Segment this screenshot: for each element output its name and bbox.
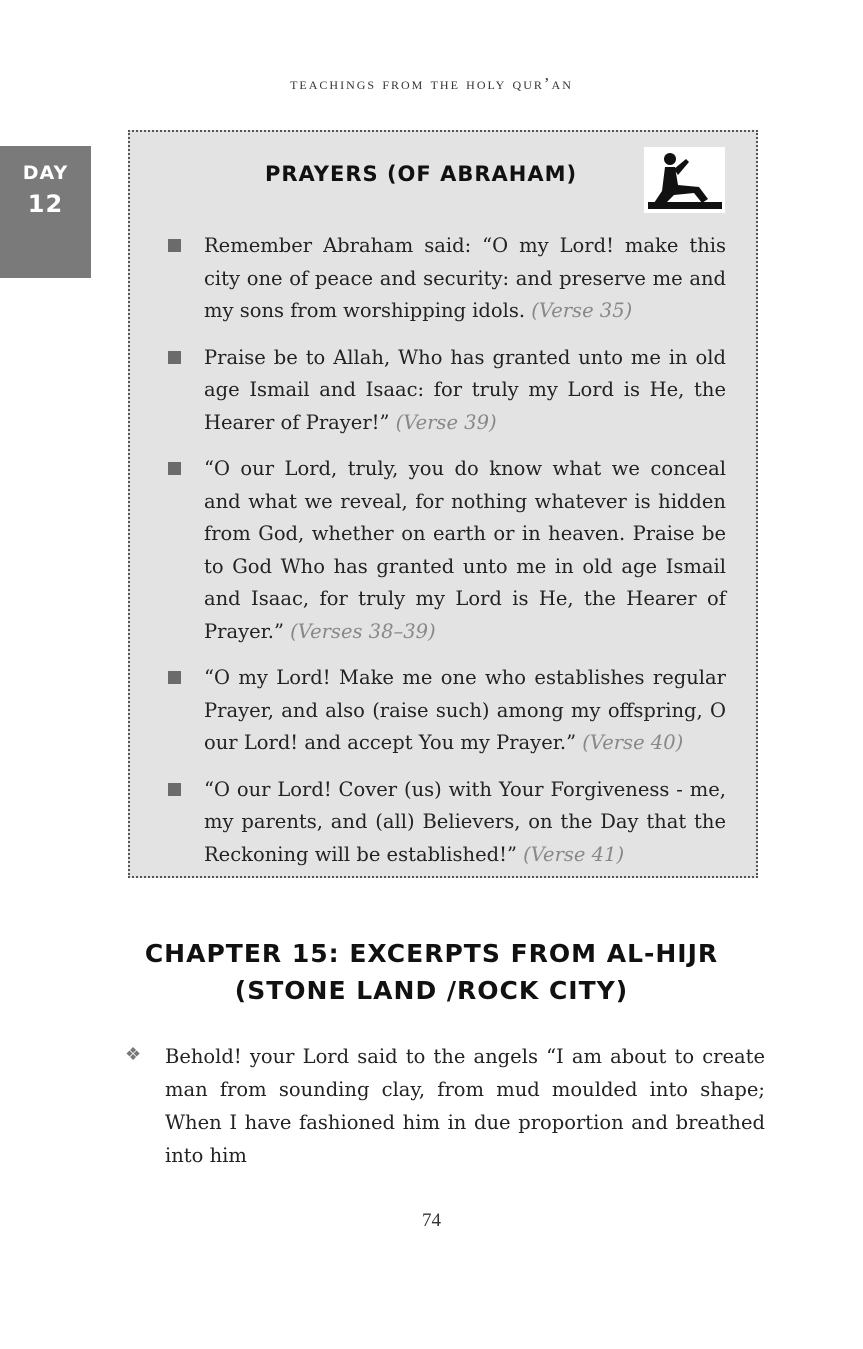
prayer-text: “O our Lord, truly, you do know what we conceal and what we reveal, for nothing whatever is hidden from God, whether on earth or in heaven. Praise be to God Who has granted unto me in old age Ismail and Isaac, for truly my Lord is He, the Hearer of Prayer.”: [204, 457, 726, 643]
page-number: 74: [422, 1210, 441, 1231]
prayer-box: [128, 130, 758, 878]
chapter-heading: [0, 935, 863, 1009]
list-item: [168, 774, 726, 872]
day-label: DAY: [22, 162, 69, 184]
list-item: [168, 230, 726, 328]
prayer-box-title: PRAYERS (OF ABRAHAM): [265, 162, 578, 186]
diamond-bullet-icon: ❖: [125, 1044, 142, 1065]
verse-reference: (Verse 40): [582, 731, 684, 754]
verse-reference: (Verse 41): [523, 842, 625, 866]
day-number: 12: [27, 190, 64, 218]
list-item: [168, 453, 726, 648]
day-tab: [0, 146, 91, 278]
list-item: [168, 342, 726, 440]
running-head: teachings from the holy qur’an: [290, 74, 573, 93]
prayer-text: “O our Lord! Cover (us) with Your Forgiveness - me, my parents, and (all) Believers, on the Day that the Reckoning will be established!”: [204, 777, 726, 866]
verse-reference: (Verses 38–39): [290, 619, 436, 643]
prayer-text: “O my Lord! Make me one who establishes regular Prayer, and also (raise such) among my offspring, O our Lord! and accept You my Prayer.”: [204, 666, 726, 754]
prayer-text: Praise be to Allah, Who has granted unto me in old age Ismail and Isaac: for truly my Lord is He, the Hearer of Prayer!”: [204, 345, 726, 434]
verse-reference: (Verse 39): [395, 410, 497, 434]
list-item: [168, 662, 726, 760]
praying-figure-icon: [644, 147, 725, 213]
verse-reference: (Verse 35): [531, 299, 633, 322]
chapter-heading-line1: CHAPTER 15: EXCERPTS FROM AL-HIJR: [144, 939, 719, 968]
prayer-list: [168, 230, 726, 885]
body-paragraph-text: Behold! your Lord said to the angels “I am about to create man from sounding clay, from mud moulded into shape; When I have fashioned him in due proportion and breathed into him: [165, 1045, 765, 1167]
prayer-text: Remember Abraham said: “O my Lord! make this city one of peace and security: and preserve me and my sons from worshipping idols.: [204, 234, 726, 322]
chapter-heading-line2: (STONE LAND /ROCK CITY): [234, 976, 629, 1005]
body-paragraph: [125, 1040, 765, 1172]
